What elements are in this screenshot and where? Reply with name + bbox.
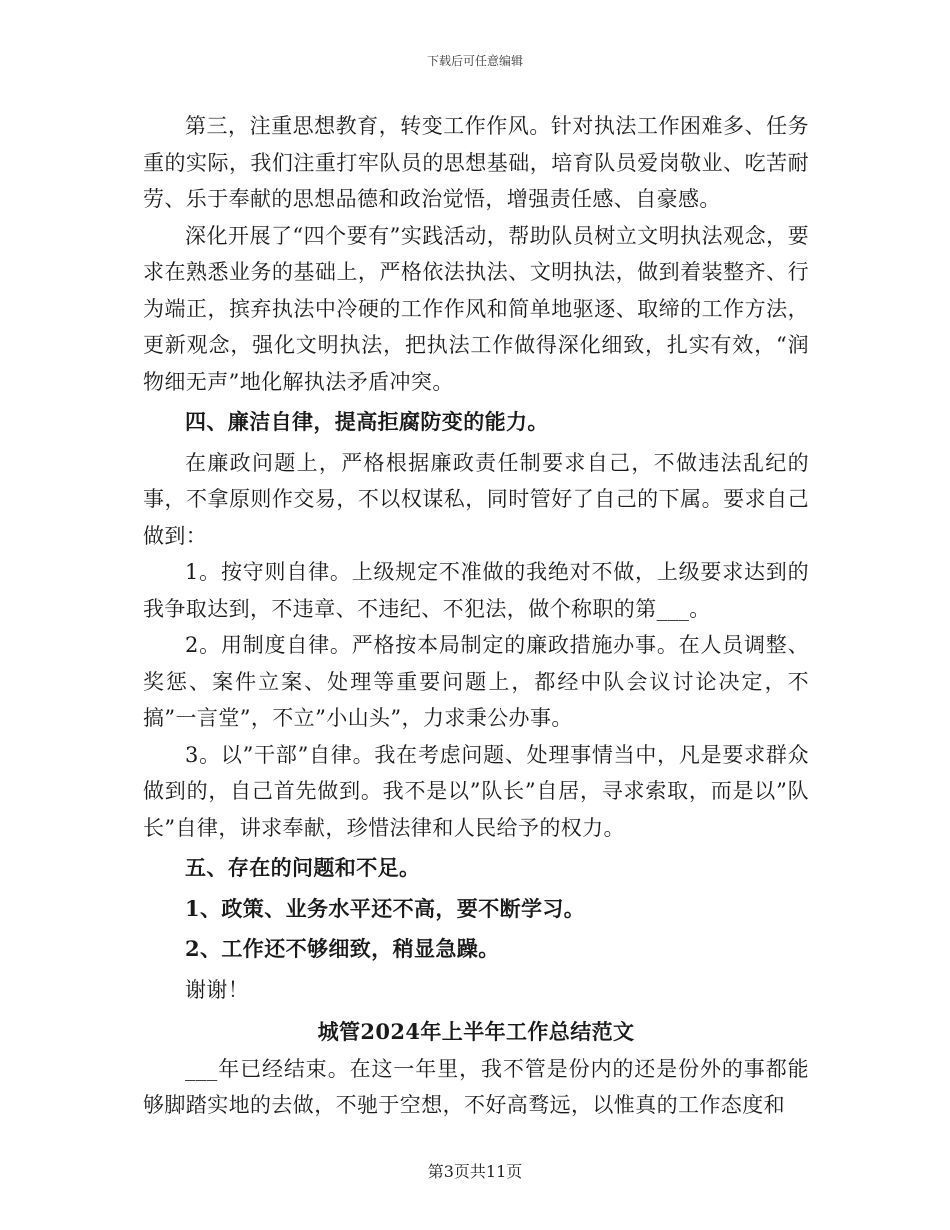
paragraph-education: 第三，注重思想教育，转变工作作风。针对执法工作困难多、任务重的实际，我们注重打牢队员的思想基础，培育队员爱岗敬业、吃苦耐劳、乐于奉献的思想品德和政治觉悟，增强责任感、自豪感。: [143, 114, 809, 211]
page-footer: 第3页共11页: [427, 1162, 523, 1181]
heading-section-four: 四、廉洁自律，提高拒腐防变的能力。: [185, 409, 549, 434]
closing-thanks: 谢谢！: [185, 977, 250, 1002]
heading-section-five: 五、存在的问题和不足。: [185, 855, 421, 880]
section-title: 城管2024年上半年工作总结范文: [317, 1019, 635, 1044]
paragraph-integrity: 在廉政问题上，严格根据廉政责任制要求自己，不做违法乱纪的事，不拿原则作交易，不以权谋私，同时管好了自己的下属。要求自己做到：: [143, 450, 809, 548]
problem-item-1: 1、政策、业务水平还不高，要不断学习。: [185, 895, 586, 921]
paragraph-rule-3: 3。以”干部”自律。我在考虑问题、处理事情当中，凡是要求群众做到的，自己首先做到。我不是以”队长”自居，寻求索取，而是以”队长”自律，讲求奉献，珍惜法律和人民给予的权力。: [143, 742, 809, 840]
paragraph-year-intro: ___年已经结束。在这一年里，我不管是份内的还是份外的事都能够脚踏实地的去做，不驰于空想，不好高骛远，以惟真的工作态度和: [143, 1056, 809, 1117]
paragraph-rule-1: 1。按守则自律。上级规定不准做的我绝对不做，上级要求达到的我争取达到，不违章、不违纪、不犯法，做个称职的第___。: [143, 560, 809, 621]
paragraph-four-musts: 深化开展了“四个要有”实践活动，帮助队员树立文明执法观念，要求在熟悉业务的基础上，严格依法执法、文明执法，做到着装整齐、行为端正，摈弃执法中冷硬的工作作风和简单地驱逐、取缔的工作方法，更新观念，强化文明执法，把执法工作做得深化细致，扎实有效，“润物细无声”地化解执法矛盾冲突。: [143, 223, 809, 394]
problem-item-2: 2、工作还不够细致，稍显急躁。: [185, 936, 500, 961]
document-body: [143, 108, 809, 1124]
paragraph-rule-2: 2。用制度自律。严格按本局制定的廉政措施办事。在人员调整、奖惩、案件立案、处理等重要问题上，都经中队会议讨论决定，不搞”一言堂”，不立”小山头”，力求秉公办事。: [143, 633, 809, 730]
page-header: 下载后可任意编辑: [426, 54, 523, 68]
